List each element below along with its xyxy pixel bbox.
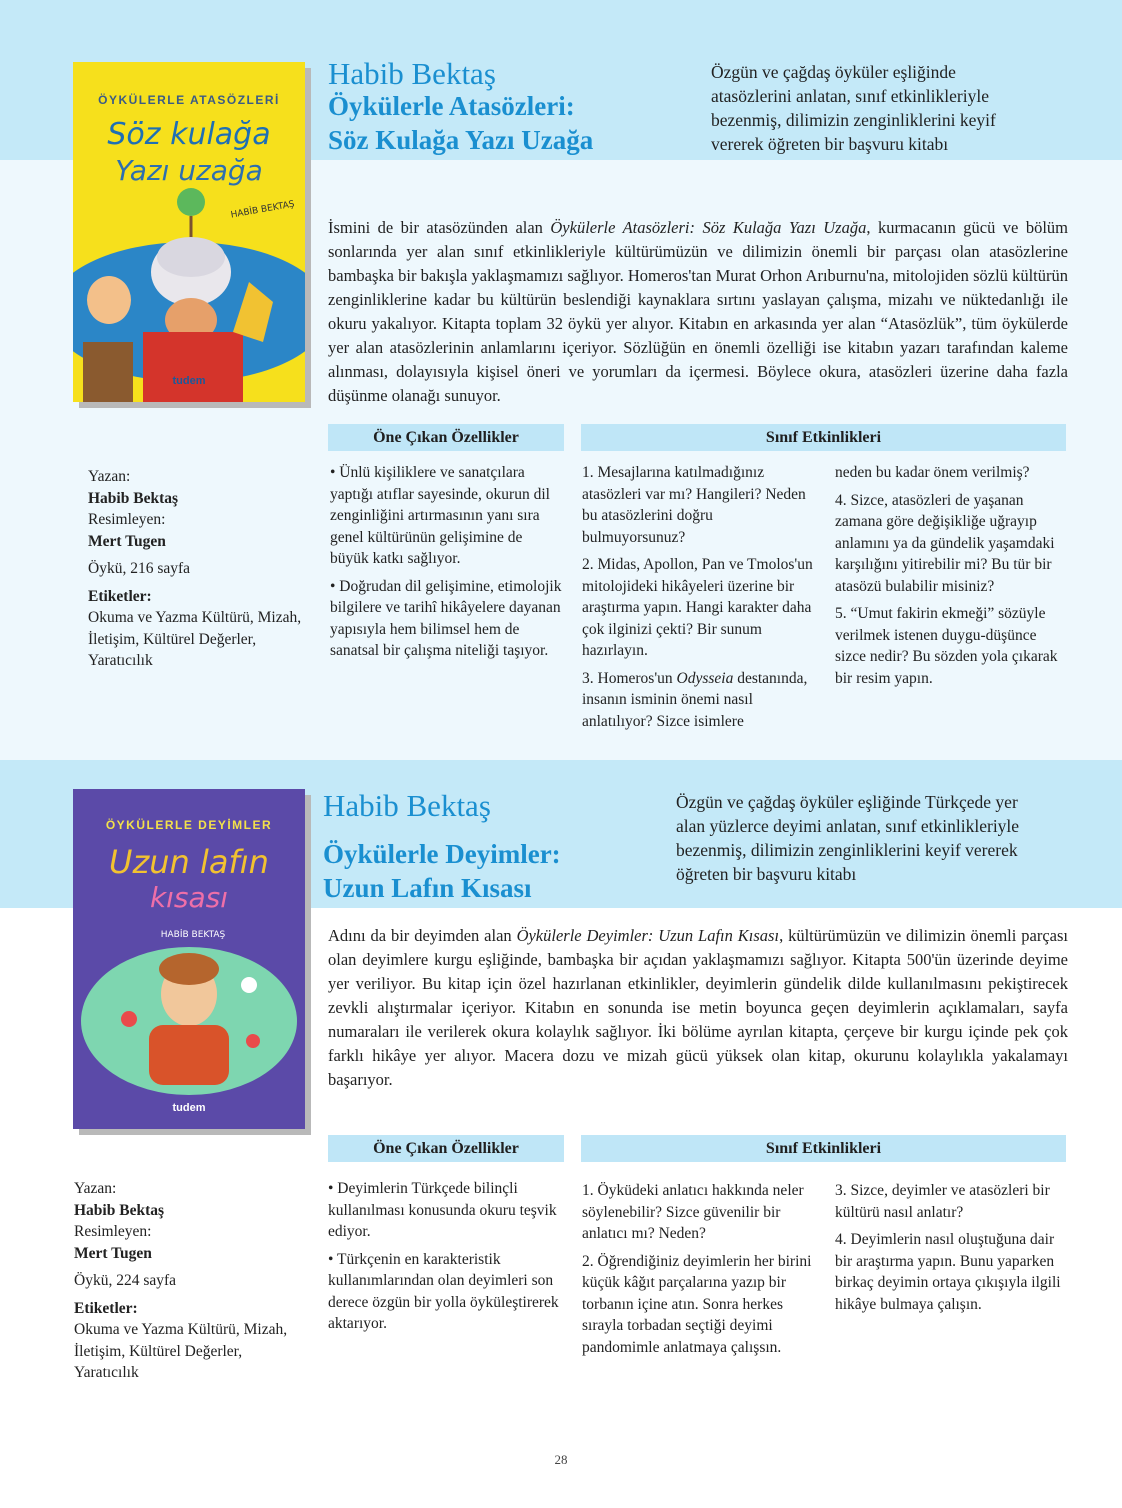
cover-series: ÖYKÜLERLE ATASÖZLERİ bbox=[98, 93, 280, 107]
book2-meta: Yazan: Habib Bektaş Resimleyen: Mert Tugen Öykü, 224 sayfa Etiketler: Okuma ve Yazma Kültürü, Mizah, İletişim, Kültürel Değerler, Yaratıcılık bbox=[74, 1180, 288, 1381]
book2-features: • Deyimlerin Türkçede bilinçli kullanılması konusunda okuru teşvik ediyor. • Türkçenin en karakteristik kullanımlarından olan deyimleri son derece özgün bir yolla öyküleştirerek aktarıyor. bbox=[328, 1180, 559, 1332]
cover-publisher-2: tudem bbox=[172, 1102, 206, 1114]
book2-activities-header: Sınıf Etkinlikleri bbox=[581, 1135, 1066, 1162]
book1-activities-col1: 1. Mesajlarına katılmadığınız atasözleri var mı? Hangileri? Neden bu atasözlerini doğru bulmuyorsunuz? 2. Midas, Apollon, Pan ve Tmolos'un mitolojideki hikâyeleri üzerine bir araştırma yapın. Hangi karakter daha çok ilginizi çekti? Bir sunum hazırlayın. 3. Homeros'un Odysseia destanında, insanın isminin önemi nasıl anlatılıyor? Sizce isimlere bbox=[582, 464, 813, 730]
book1-author-heading: Habib Bektaş bbox=[328, 56, 496, 91]
book2-activities-col1: 1. Öyküdeki anlatıcı hakkında neler söylenebilir? Sizce güvenilir bir anlatıcı mı? Neden? 2. Öğrendiğiniz deyimlerin her birini küçük kâğıt parçalarına yazıp bir torbanın içine atın. Sonra herkes sırayla torbadan seçtiği deyimi pandomimle anlatmaya çalışsın. bbox=[582, 1182, 812, 1356]
book2-features-header: Öne Çıkan Özellikler bbox=[328, 1135, 564, 1162]
book1-meta: Yazan: Habib Bektaş Resimleyen: Mert Tugen Öykü, 216 sayfa Etiketler: Okuma ve Yazma Kültürü, Mizah, İletişim, Kültürel Değerler, Yaratıcılık bbox=[88, 468, 302, 669]
book2-tagline: Özgün ve çağdaş öyküler eşliğinde Türkçede yer alan yüzlerce deyimi anlatan, sınıf etkinlikleriyle bezenmiş, dilimizin zenginliklerini keyif vererek öğreten bir başvuru kitabı bbox=[676, 792, 1020, 884]
book1-tagline: Özgün ve çağdaş öyküler eşliğinde atasözlerini anlatan, sınıf etkinlikleriyle bezenmiş, dilimizin zenginliklerini keyif vererek öğreten bir başvuru kitabı bbox=[711, 62, 996, 154]
book1-title-line1: Öykülerle Atasözleri: bbox=[328, 91, 575, 121]
page-number: 28 bbox=[554, 1452, 568, 1467]
cover-title-2a: Uzun lafın bbox=[109, 843, 269, 881]
book2-activities-col2: 3. Sizce, deyimler ve atasözleri bir kültürü nasıl anlatır? 4. Deyimlerin nasıl oluştuğuna dair bir araştırma yapın. Bunu yaparken birkaç deyimin ortaya çıkışıyla ilgili hikâye bulmaya çalışın. bbox=[835, 1182, 1061, 1313]
book2-description: Adını da bir deyimden alan Öykülerle Deyimler: Uzun Lafın Kısası, kültürümüzün ve dilimizin önemli parçası olan deyimlere kurgu eşliğinde, bambaşka bir açıdan yaklaşmamızı sağlıyor. Kitapta 500'ün üzerinde deyime yer veriliyor. Bu kitap için özel hazırlanan etkinlikler, deyimlerin gündelik dilde kullanılmasını pekiştirecek zevkli alıştırmalar içeriyor. Kitabın en sonunda ise metin boyunca geçen deyimlerin açıklamaları, sayfa numaraları ile verilerek okura kolaylık sağlıyor. İki bölüme ayrılan kitapta, çerçeve bir kurgu içinde pek çok farklı hikâye yer alıyor. Macera dozu ve mizah gücü yüksek olan kitap, okurunu kolaylıkla yakalamayı başarıyor. bbox=[328, 926, 1068, 1089]
cover-author: HABİB BEKTAŞ bbox=[230, 199, 296, 221]
book1-title-line2: Söz Kulağa Yazı Uzağa bbox=[328, 125, 594, 155]
cover-author-2: HABİB BEKTAŞ bbox=[160, 930, 226, 940]
cover-publisher: tudem bbox=[172, 375, 206, 387]
cover-title-2: Yazı uzağa bbox=[115, 154, 263, 187]
cover-title-1: Söz kulağa bbox=[107, 117, 271, 152]
book2-author-heading: Habib Bektaş bbox=[323, 788, 491, 823]
book2-title-line2: Uzun Lafın Kısası bbox=[323, 873, 532, 903]
cover-title-2b: kısası bbox=[149, 881, 229, 914]
cover-illustration-2 bbox=[73, 789, 305, 1129]
book1-activities-header: Sınıf Etkinlikleri bbox=[581, 424, 1066, 451]
book1-activities-col2: neden bu kadar önem verilmiş? 4. Sizce, atasözleri de yaşanan zamana göre değişikliğe uğrayıp anlamını ya da gündelik yaşamdaki karşılığını yitirebilir mi? Bu tür bir atasözü bulabilir misiniz? 5. “Umut fakirin ekmeği” sözüyle verilmek istenen duygu-düşünce sizce nedir? Bu sözden yola çıkarak bir resim yapın. bbox=[835, 464, 1058, 687]
cover-illustration bbox=[73, 62, 305, 402]
book-cover-deyimler bbox=[73, 789, 305, 1129]
book1-features-header: Öne Çıkan Özellikler bbox=[328, 424, 564, 451]
cover-series-2: ÖYKÜLERLE DEYİMLER bbox=[105, 818, 273, 832]
book1-features: • Ünlü kişiliklere ve sanatçılara yaptığı atıflar sayesinde, okurun dil zenginliğini artırmasının yanı sıra genel kültürünün gelişimine de büyük katkı sağlıyor. • Doğrudan dil gelişimine, etimolojik bilgilere ve tarihî hikâyelere dayanan yapısıyla hem bilimsel hem de sanatsal bir çalışma niteliği taşıyor. bbox=[330, 464, 562, 659]
book2-title-line1: Öykülerle Deyimler: bbox=[323, 839, 561, 869]
book-cover-atasozleri bbox=[73, 62, 305, 402]
book1-description: İsmini de bir atasözünden alan Öykülerle Atasözleri: Söz Kulağa Yazı Uzağa, kurmacanın gücü ve bölüm sonlarında yer alan sınıf etkinlikleriyle kültürümüzün ve dilimizin önemli bir parçası olan atasözlerine bambaşka bir bakışla yaklaşmamızı sağlıyor. Homeros'tan Murat Orhon Arıburnu'na, mitolojiden sözlü kültürün zenginliklerine kadar bu kültürün beslendiği kaynaklara sırtını yaslayan çalışma, mizahı ve nüktedanlığı ile okuru yakalıyor. Kitapta toplam 32 öykü yer alıyor. Kitabın en arkasında yer alan “Atasözlük”, tüm öykülerde yer alan atasözlerinin anlamlarını içeriyor. Sözlüğün en önemli özelliği ise kitabın yazarı tarafından kaleme alınması, dolayısıyla kişisel öneri ve yorumları da içermesi. Böylece okura, atasözleri üzerine daha fazla düşünme olanağı sunuyor. bbox=[328, 218, 1069, 405]
